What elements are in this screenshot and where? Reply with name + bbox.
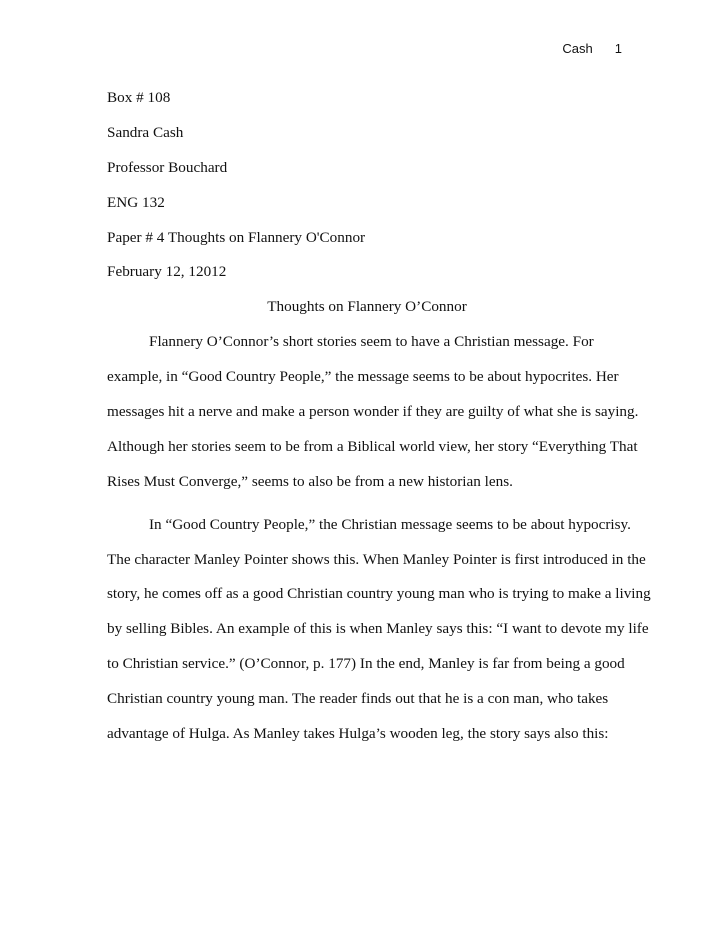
paragraph-line: example, in “Good Country People,” the message seems to be about hypocrites. Her [107, 368, 619, 386]
paragraph-line: advantage of Hulga. As Manley takes Hulga’s wooden leg, the story says also this: [107, 725, 609, 743]
document-body [107, 81, 651, 752]
paragraph-line: Rises Must Converge,” seems to also be from a new historian lens. [107, 472, 513, 490]
essay-title: Thoughts on Flannery O’Connor [267, 298, 467, 316]
paragraph-line: messages hit a nerve and make a person wonder if they are guilty of what she is saying. [107, 403, 639, 421]
heading-box-number: Box # 108 [107, 89, 171, 106]
heading-assignment: Paper # 4 Thoughts on Flannery O'Connor [107, 228, 366, 246]
heading-student-name: Sandra Cash [107, 123, 184, 141]
paragraph-line: Christian country young man. The reader finds out that he is a con man, who takes [107, 690, 609, 708]
paragraph-1 [107, 325, 639, 499]
running-header [562, 41, 622, 56]
paragraph-line: Although her stories seem to be from a Biblical world view, her story “Everything That [107, 437, 638, 455]
header-author-name: Cash [562, 41, 593, 56]
heading-course: ENG 132 [107, 193, 165, 211]
heading-professor: Professor Bouchard [107, 158, 228, 176]
paragraph-line: In “Good Country People,” the Christian message seems to be about hypocrisy. [149, 515, 631, 533]
paragraph-line: by selling Bibles. An example of this is when Manley says this: “I want to devote my life [107, 620, 649, 638]
header-page-number: 1 [614, 41, 622, 56]
paragraph-line: story, he comes off as a good Christian country young man who is trying to make a living [107, 585, 651, 603]
paragraph-spacer [107, 500, 627, 508]
paragraph-line: to Christian service.” (O’Connor, p. 177) In the end, Manley is far from being a good [107, 655, 625, 673]
heading-date: February 12, 12012 [107, 263, 227, 281]
paragraph-2 [107, 508, 651, 752]
paragraph-line: The character Manley Pointer shows this. When Manley Pointer is first introduced in the [107, 550, 646, 568]
paragraph-line: Flannery O’Connor’s short stories seem to have a Christian message. For [149, 333, 594, 351]
